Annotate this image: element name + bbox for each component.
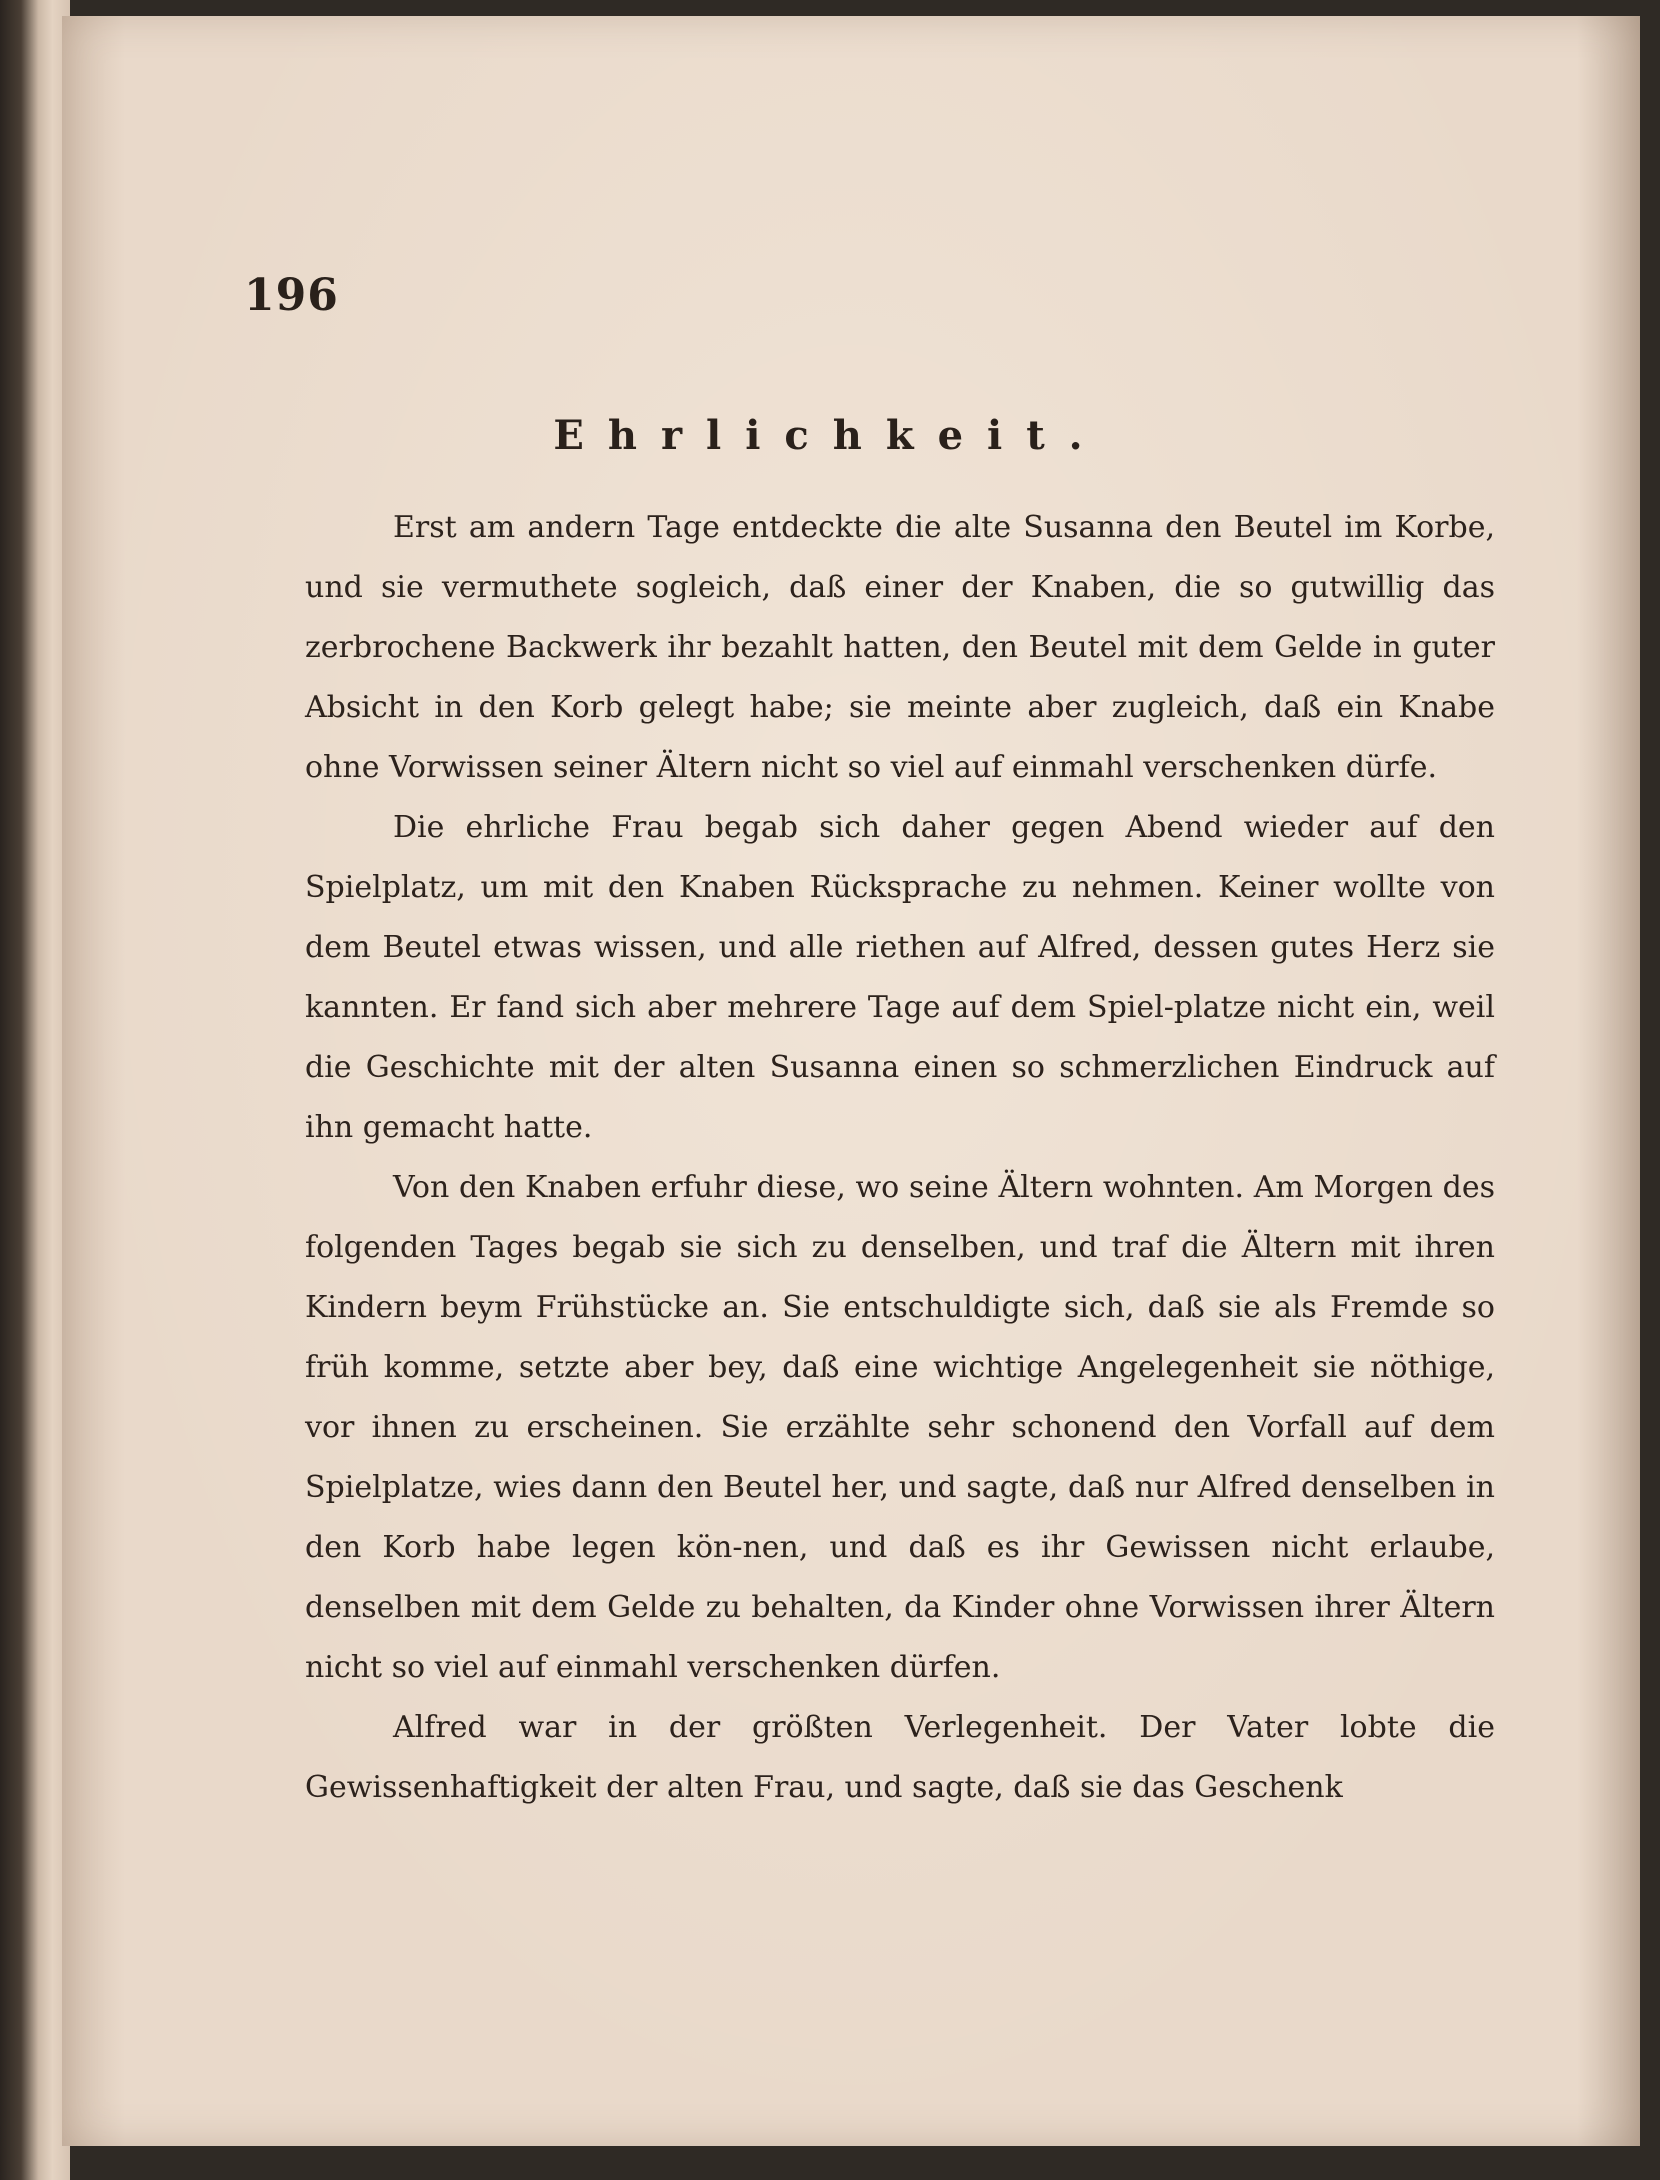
paragraph-2: Die ehrliche Frau begab sich daher gegen Abend wieder auf den Spielplatz, um mit den Knaben Rücksprache zu nehmen. Keiner wollte von dem Beutel etwas wissen, und alle riethen auf Alfred, dessen gutes Herz sie kannten. Er fand sich aber mehrere Tage auf dem Spiel-platze nicht ein, weil die Geschichte mit der alten Susanna einen so schmerzlichen Eindruck auf ihn gemacht hatte. bbox=[305, 810, 1495, 1145]
paragraph-3: Von den Knaben erfuhr diese, wo seine Ältern wohnten. Am Morgen des folgenden Tages begab sie sich zu denselben, und traf die Ältern mit ihren Kindern beym Frühstücke an. Sie entschuldigte sich, daß sie als Fremde so früh komme, setzte aber bey, daß eine wichtige Angelegenheit sie nöthige, vor ihnen zu erscheinen. Sie erzählte sehr schonend den Vorfall auf dem Spielplatze, wies dann den Beutel her, und sagte, daß nur Alfred denselben in den Korb habe legen kön-nen, und daß es ihr Gewissen nicht erlaube, denselben mit dem Gelde zu behalten, da Kinder ohne Vorwissen ihrer Ältern nicht so viel auf einmahl verschenken dürfen. bbox=[305, 1170, 1495, 1685]
chapter-title: Ehrlichkeit. bbox=[553, 412, 1107, 459]
paragraph-4: Alfred war in der größten Verlegenheit. Der Vater lobte die Gewissenhaftigkeit der alten Frau, und sagte, daß sie das Geschenk bbox=[305, 1710, 1495, 1805]
paragraph-1: Erst am andern Tage entdeckte die alte Susanna den Beutel im Korbe, und sie vermuthete sogleich, daß einer der Knaben, die so gutwillig das zerbrochene Backwerk ihr bezahlt hatten, den Beutel mit dem Gelde in guter Absicht in den Korb gelegt habe; sie meinte aber zugleich, daß ein Knabe ohne Vorwissen seiner Ältern nicht so viel auf einmahl verschenken dürfe. bbox=[305, 510, 1495, 785]
book-spine-edge bbox=[0, 0, 70, 2180]
page-number: 196 bbox=[244, 270, 339, 321]
body-text bbox=[305, 498, 1495, 1818]
